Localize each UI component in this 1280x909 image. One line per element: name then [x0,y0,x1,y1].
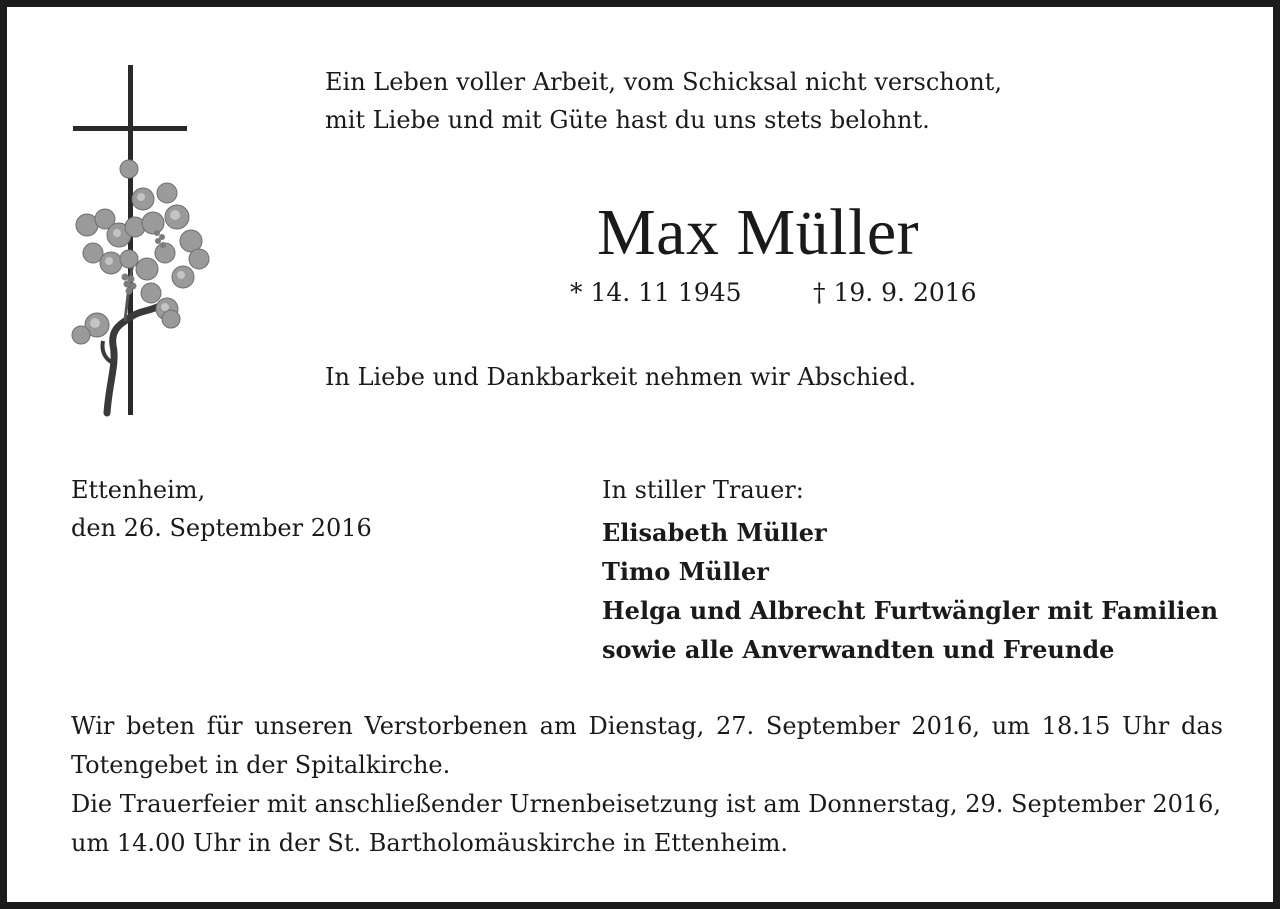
mourners-intro: In stiller Trauer: [602,476,804,504]
service-notice [71,707,1223,863]
notice-paragraph-prayer: Wir beten für unseren Verstorbenen am Dienstag, 27. September 2016, um 18.15 Uhr das Totengebet in der Spitalkirche. [71,712,1223,779]
place-town: Ettenheim, [71,476,206,504]
place-and-date [71,471,372,547]
birth-date: * 14. 11 1945 [570,278,742,307]
verse [325,63,1002,139]
mourners-block [602,471,1218,669]
cross-with-grapevine-icon [67,63,212,421]
notice-paragraph-funeral: Die Trauerfeier mit anschließender Urnenbeisetzung ist am Donnerstag, 29. September 2016, um 14.00 Uhr in der St. Bartholomäuskirche in Ettenheim. [71,790,1222,857]
death-date: † 19. 9. 2016 [813,278,977,307]
verse-line: Ein Leben voller Arbeit, vom Schicksal nicht verschont, [325,68,1002,96]
mourner-name: sowie alle Anverwandten und Freunde [602,635,1115,664]
mourner-name: Elisabeth Müller [602,518,827,547]
farewell-line: In Liebe und Dankbarkeit nehmen wir Abschied. [325,363,917,391]
verse-line: mit Liebe und mit Güte hast du uns stets belohnt. [325,106,930,134]
mourner-name: Helga und Albrecht Furtwängler mit Familien [602,596,1219,625]
mourner-name: Timo Müller [602,557,769,586]
place-date: den 26. September 2016 [71,514,372,542]
deceased-name: Max Müller [597,196,920,269]
